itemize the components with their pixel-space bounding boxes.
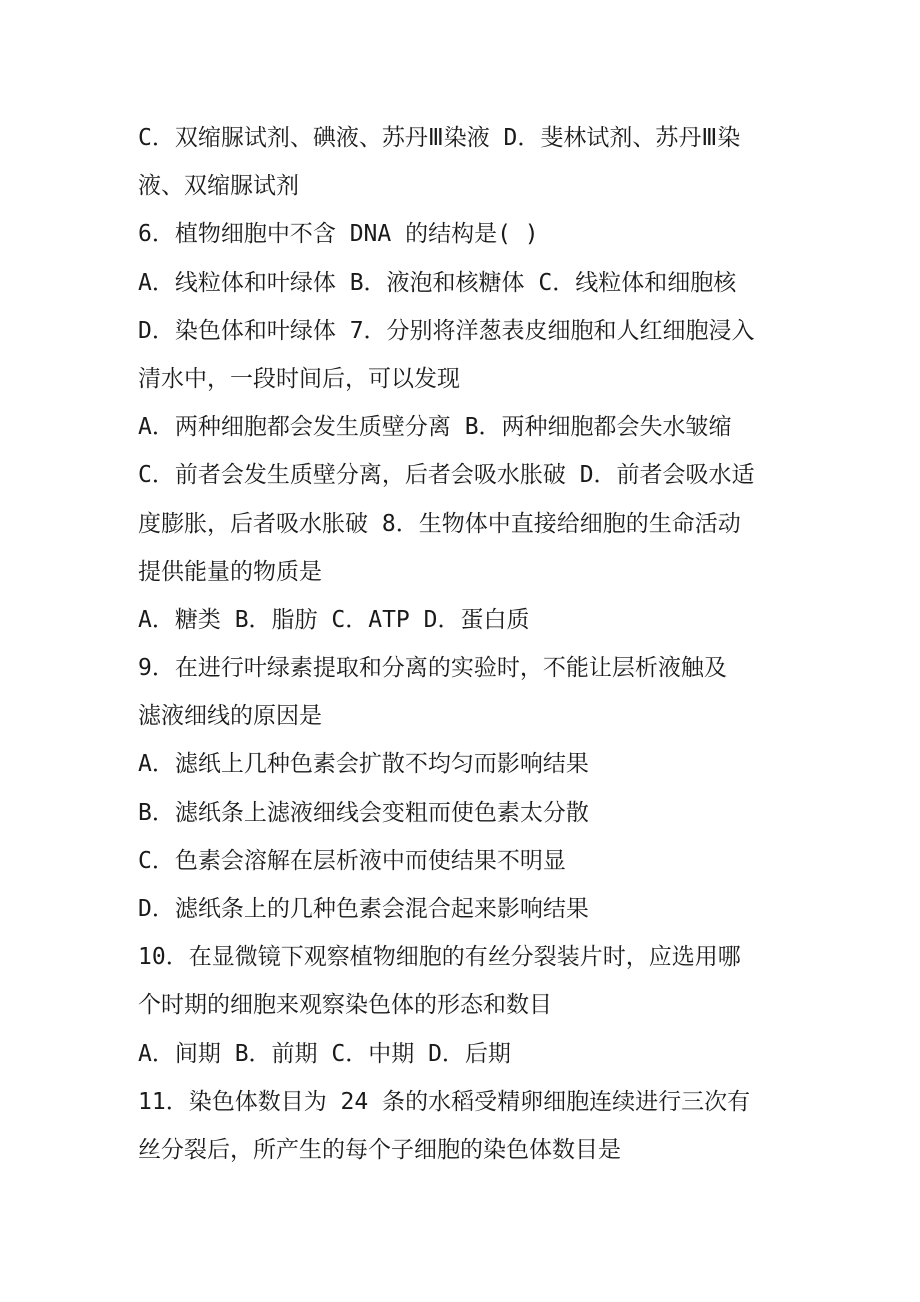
question-7-options: C．前者会发生质壁分离，后者会吸水胀破 D．前者会吸水适 [138, 462, 755, 489]
question-9-option-c: C．色素会溶解在层析液中而使结果不明显 [138, 847, 566, 874]
text-line: 度膨胀，后者吸水胀破 8．生物体中直接给细胞的生命活动 [138, 510, 741, 537]
question-11-stem: 丝分裂后，所产生的每个子细胞的染色体数目是 [138, 1136, 621, 1163]
text-line: 液、双缩脲试剂 [138, 173, 299, 200]
question-9-stem: 滤液细线的原因是 [138, 703, 322, 730]
question-9-option-d: D．滤纸条上的几种色素会混合起来影响结果 [138, 896, 589, 922]
question-6-options: A．线粒体和叶绿体 B．液泡和核糖体 C．线粒体和细胞核 [138, 269, 737, 296]
text-line: C．双缩脲试剂、碘液、苏丹Ⅲ染液 D．斐林试剂、苏丹Ⅲ染 [138, 125, 741, 151]
question-10-options: A．间期 B．前期 C．中期 D．后期 [138, 1040, 511, 1067]
question-11-stem: 11．染色体数目为 24 条的水稻受精卵细胞连续进行三次有 [138, 1088, 751, 1115]
question-9-option-b: B．滤纸条上滤液细线会变粗而使色素太分散 [138, 799, 589, 826]
question-6-stem: 6．植物细胞中不含 DNA 的结构是( ) [138, 221, 539, 248]
question-text-block [138, 114, 783, 1174]
question-7-options: A．两种细胞都会发生质壁分离 B．两种细胞都会失水皱缩 [138, 414, 732, 441]
question-7-stem: 清水中，一段时间后，可以发现 [138, 365, 460, 392]
text-line: D．染色体和叶绿体 7．分别将洋葱表皮细胞和人红细胞浸入 [138, 317, 755, 344]
question-10-stem: 个时期的细胞来观察染色体的形态和数目 [138, 992, 552, 1019]
question-8-options: A．糖类 B．脂肪 C．ATP D．蛋白质 [138, 606, 530, 633]
question-9-option-a: A．滤纸上几种色素会扩散不均匀而影响结果 [138, 751, 589, 778]
question-10-stem: 10．在显微镜下观察植物细胞的有丝分裂装片时，应选用哪 [138, 944, 741, 971]
question-9-stem: 9．在进行叶绿素提取和分离的实验时，不能让层析液触及 [138, 655, 727, 682]
question-8-stem: 提供能量的物质是 [138, 558, 322, 585]
